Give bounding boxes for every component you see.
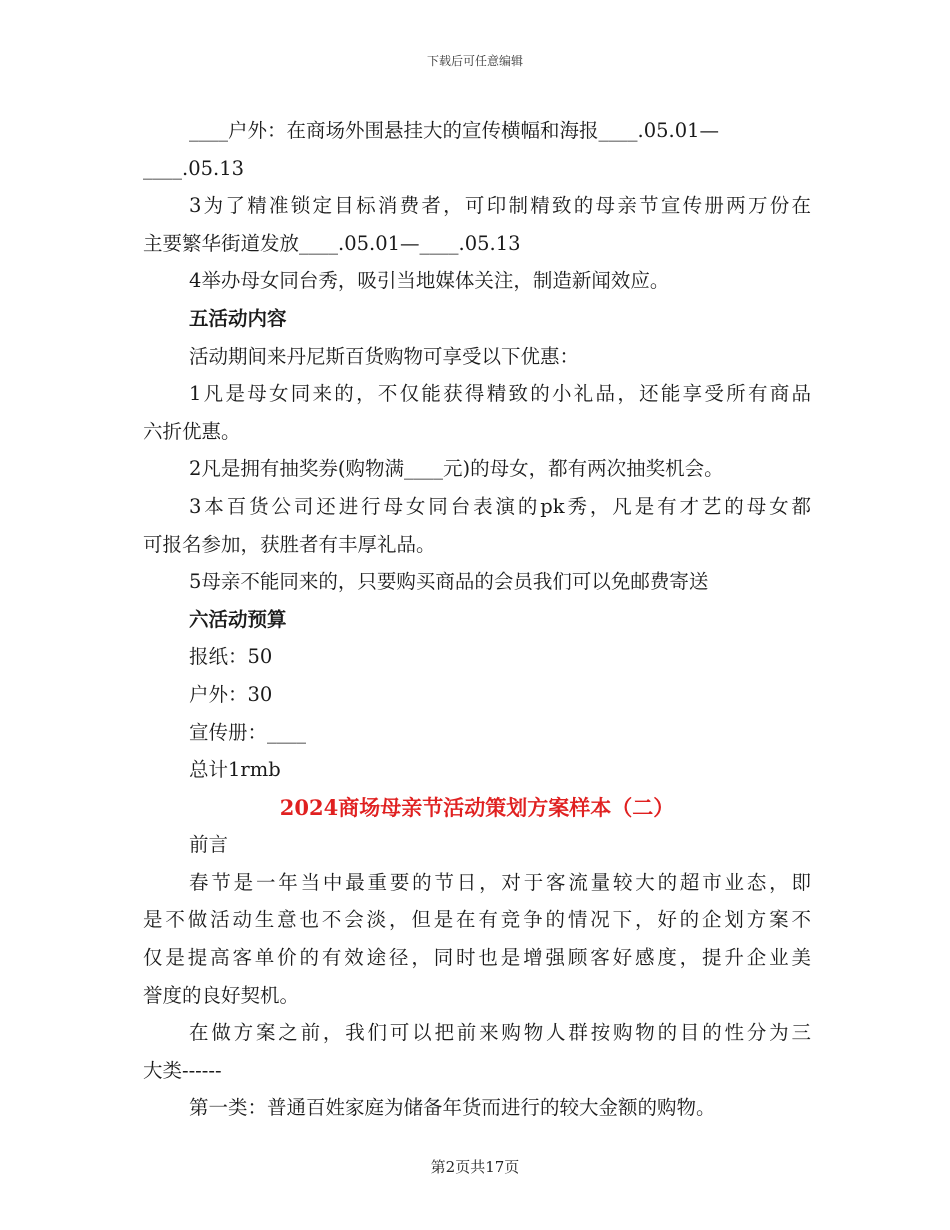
paragraph-line: 春节是一年当中最重要的节日，对于客流量较大的超市业态，即 [189,870,811,894]
paragraph-line: 3本百货公司还进行母女同台表演的pk秀，凡是有才艺的母女都 [189,494,811,518]
page-footer: 第2页共17页 [430,1158,520,1176]
paragraph-line: 大类------ [143,1058,222,1082]
paragraph-line: 在做方案之前，我们可以把前来购物人群按购物的目的性分为三 [189,1021,811,1045]
budget-item: 报纸：50 [189,645,273,669]
page-header: 下载后可任意编辑 [426,54,523,68]
paragraph-line: ____.05.13 [143,156,245,180]
paragraph-line: ____户外：在商场外围悬挂大的宣传横幅和海报____.05.01— [189,119,720,142]
document-title: 2024商场母亲节活动策划方案样本（二） [279,794,675,820]
paragraph-line: 第一类：普通百姓家庭为储备年货而进行的较大金额的购物。 [189,1096,716,1120]
paragraph-line: 3为了精准锁定目标消费者，可印制精致的母亲节宣传册两万份在 [189,194,811,218]
paragraph-line: 1凡是母女同来的，不仅能获得精致的小礼品，还能享受所有商品 [189,382,811,406]
paragraph-line: 六折优惠。 [143,419,241,443]
paragraph-line: 仅是提高客单价的有效途径，同时也是增强顾客好感度，提升企业美 [143,946,811,970]
paragraph-line: 活动期间来丹尼斯百货购物可享受以下优惠： [189,344,580,368]
paragraph-line: 前言 [189,833,229,857]
budget-total: 总计1rmb [189,758,281,782]
paragraph-line: 4举办母女同台秀，吸引当地媒体关注，制造新闻效应。 [189,269,670,293]
paragraph-line: 2凡是拥有抽奖券(购物满____元)的母女，都有两次抽奖机会。 [189,457,724,481]
budget-item: 户外：30 [189,682,273,706]
budget-item: 宣传册：____ [189,720,307,744]
paragraph-line: 主要繁华街道发放____.05.01—____.05.13 [143,231,521,255]
document-body [143,112,811,1127]
section-heading: 五活动内容 [189,306,287,330]
section-heading: 六活动预算 [189,607,287,631]
paragraph-line: 是不做活动生意也不会淡，但是在有竞争的情况下，好的企划方案不 [143,908,811,932]
paragraph-line: 可报名参加，获胜者有丰厚礼品。 [143,532,436,556]
paragraph-line: 5母亲不能同来的，只要购买商品的会员我们可以免邮费寄送 [189,570,709,594]
paragraph-line: 誉度的良好契机。 [143,983,300,1007]
